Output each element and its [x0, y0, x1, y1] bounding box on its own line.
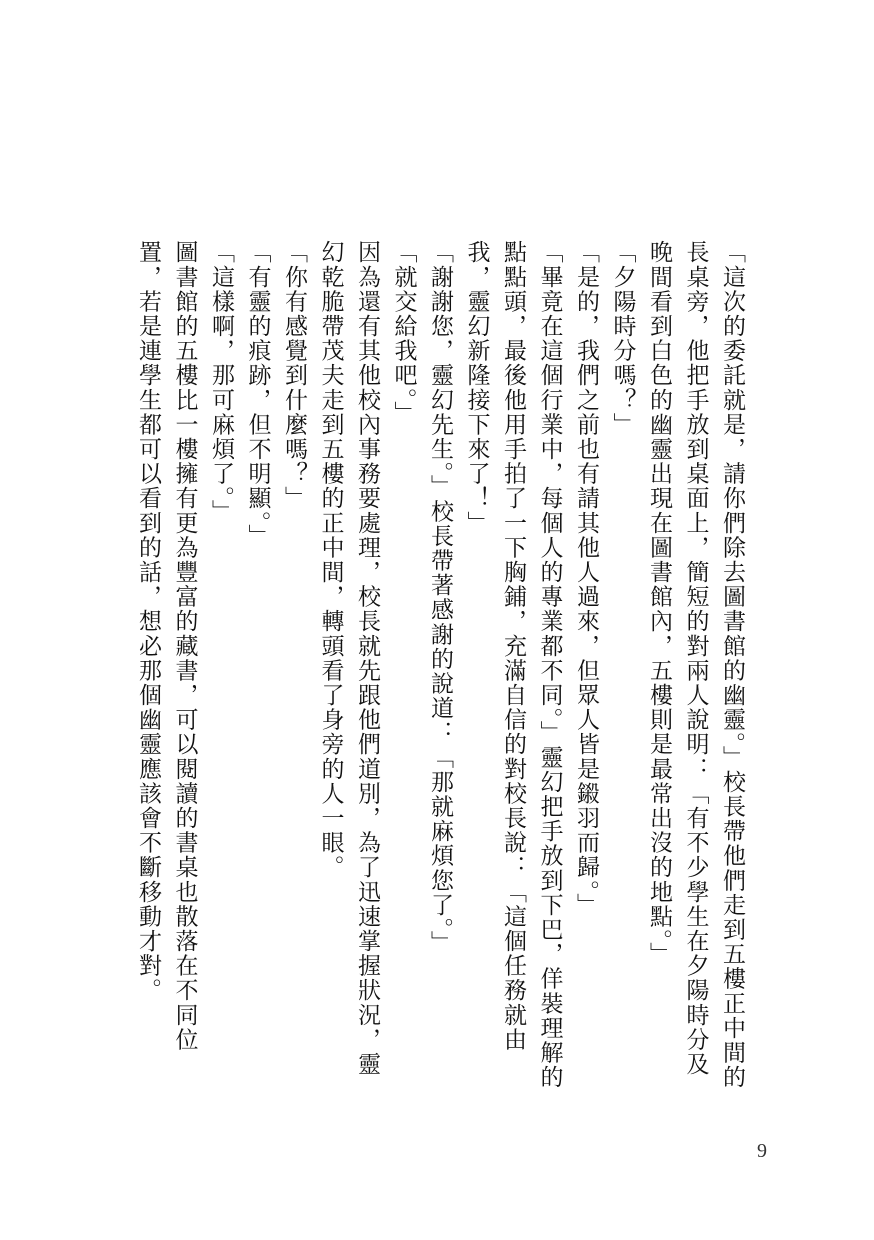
- paragraph: 「夕陽時分嗎？」: [609, 240, 636, 437]
- page-number: 9: [757, 1140, 767, 1162]
- paragraph: 「這樣啊，那可麻煩了。」: [208, 240, 234, 524]
- paragraph: 「這次的委託就是，請你們除去圖書館的幽靈。」校長帶他們走到五樓正中間的長桌旁，他把手放到桌面上，簡短的對兩人說明：「有不少學生在夕陽時分及晚間看到白色的幽靈出現在圖書館內，五樓則是最常出沒的地點。」: [646, 240, 745, 1090]
- paragraph: 因為還有其他校內事務要處理，校長就先跟他們道別，為了迅速掌握狀況，靈幻乾脆帶茂夫走到五樓的正中間，轉頭看了身旁的人一眼。: [317, 240, 380, 1077]
- paragraph: 「謝謝您，靈幻先生。」校長帶著感謝的說道：「那就麻煩您了。」: [427, 240, 453, 955]
- paragraph: 「是的，我們之前也有請其他人過來，但眾人皆是鎩羽而歸。」: [573, 240, 599, 918]
- paragraph: 「就交給我吧。」: [390, 240, 417, 426]
- vertical-text-body: [135, 240, 750, 1100]
- paragraph: 圖書館的五樓比一樓擁有更為豐富的藏書，可以閱讀的書桌也散落在不同位置，若是連學生都可以看到的話，想必那個幽靈應該會不斷移動才對。: [135, 240, 198, 1052]
- paragraph: 「你有感覺到什麼嗎？」: [281, 240, 307, 511]
- paragraph: 「畢竟在這個行業中，每個人的專業都不同。」靈幻把手放到下巴，佯裝理解的點點頭，最後他用手拍了一下胸鋪，充滿自信的對校長說：「這個任務就由我，靈幻新隆接下來了！」: [463, 240, 563, 1090]
- paragraph: 「有靈的痕跡，但不明顯。」: [244, 240, 271, 549]
